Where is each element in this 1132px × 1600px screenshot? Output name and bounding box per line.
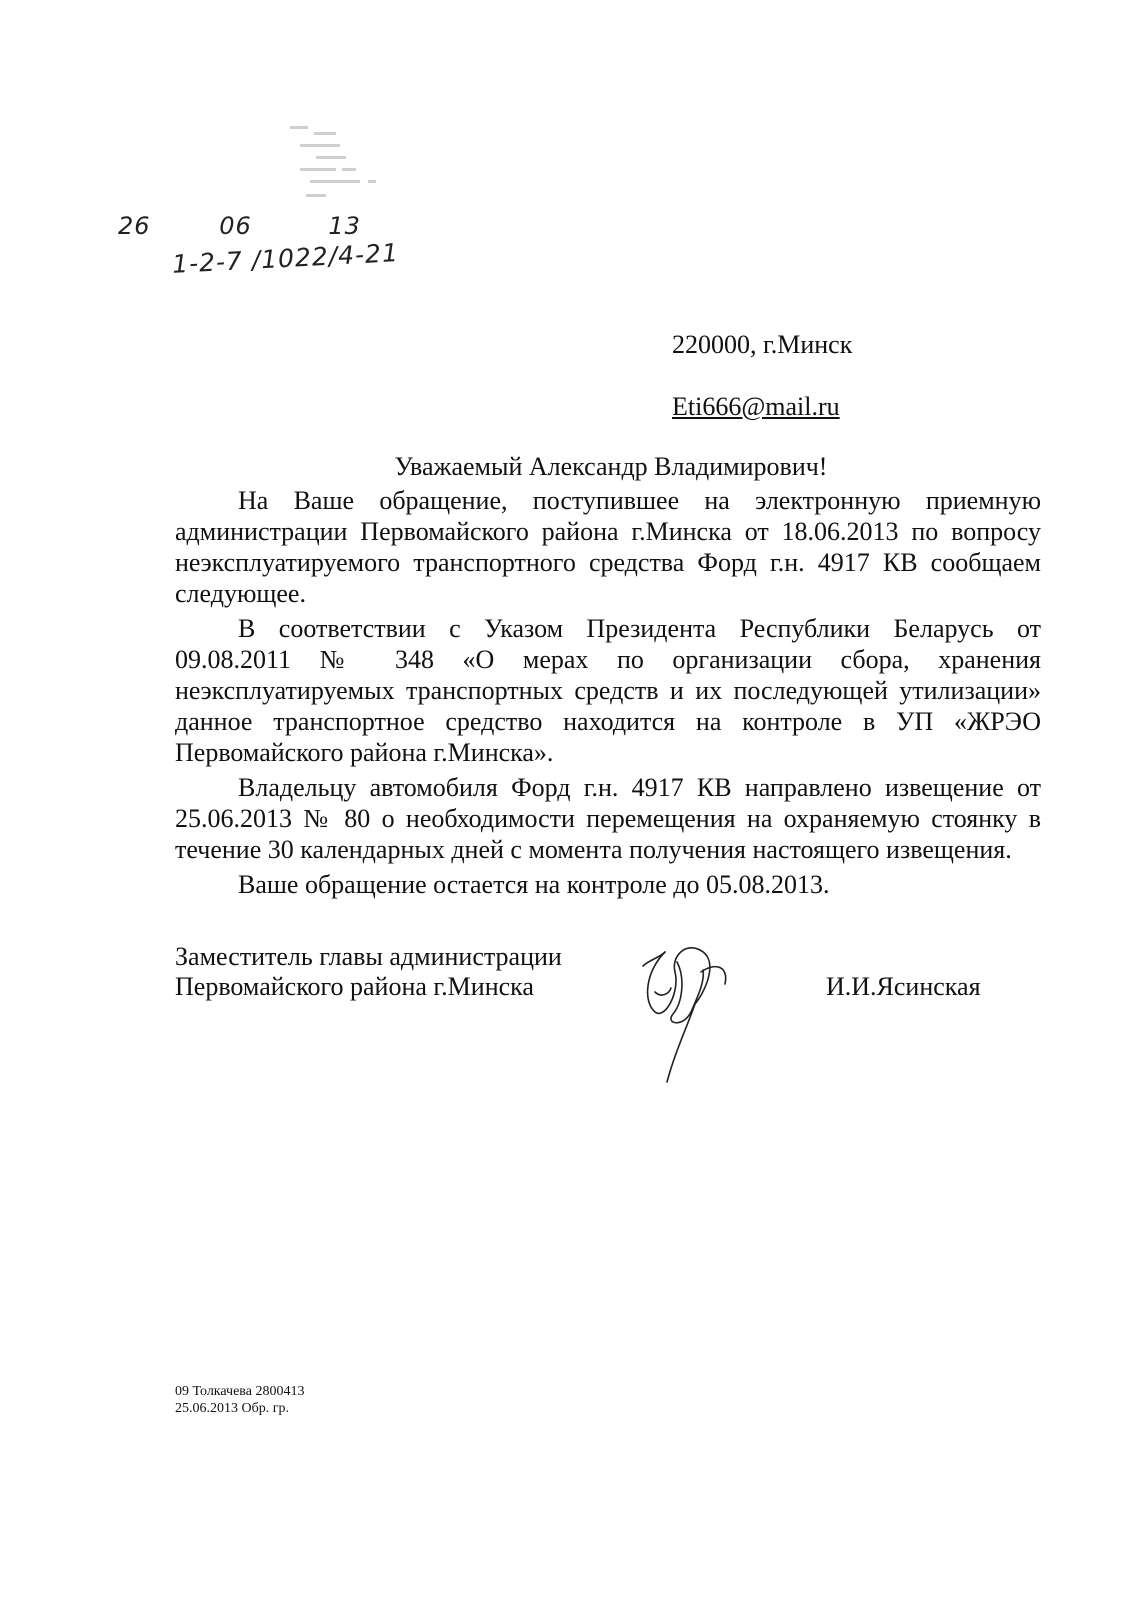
hw-year: 13 — [328, 212, 361, 240]
signature-block — [175, 942, 1041, 1112]
signatory-title — [175, 942, 562, 1002]
paragraph: Ваше обращение остается на контроле до 05.08.2013. — [238, 870, 830, 899]
signatory-name: И.И.Ясинская — [826, 972, 981, 1001]
footer-line: 25.06.2013 Обр. гр. — [175, 1401, 289, 1416]
hw-month: 06 — [219, 212, 252, 240]
salutation: Уважаемый Александр Владимирович! — [394, 452, 828, 481]
footer-note — [175, 1383, 304, 1417]
footer-line: 09 Толкачева 2800413 — [175, 1384, 305, 1399]
faint-stamp-mark — [270, 118, 410, 208]
paragraph: Владельцу автомобиля Форд г.н. 4917 КВ направлено извещение от 25.06.2013 № 80 о необходимости перемещения на охраняемую стоянку в течение 30 календарных дней с момента получения настоящего извещения. — [175, 773, 1041, 864]
handwritten-signature — [625, 932, 745, 1092]
handwritten-date — [118, 212, 418, 240]
signatory-title-line: Заместитель главы администрации — [175, 942, 562, 971]
paragraph: На Ваше обращение, поступившее на электронную приемную администрации Первомайского района г.Минска от 18.06.2013 по вопросу неэксплуатируемого транспортного средства Форд г.н. 4917 КВ сообщаем следующее. — [175, 486, 1041, 608]
signatory-title-line: Первомайского района г.Минска — [175, 972, 534, 1001]
paragraph: В соответствии с Указом Президента Республики Беларусь от 09.08.2011 № 348 «О мерах по организации сбора, хранения неэксплуатируемых транспортных средств и их последующей утилизации» данное транспортное средство находится на контроле в УП «ЖРЭО Первомайского района г.Минска». — [175, 614, 1041, 767]
hw-day: 26 — [118, 212, 151, 240]
letter-body — [175, 485, 1041, 904]
handwritten-reg-number: 1-2-7 /1022/4-21 — [171, 238, 400, 279]
recipient-email[interactable]: Eti666@mail.ru — [672, 392, 840, 421]
recipient-city: 220000, г.Минск — [672, 330, 853, 359]
